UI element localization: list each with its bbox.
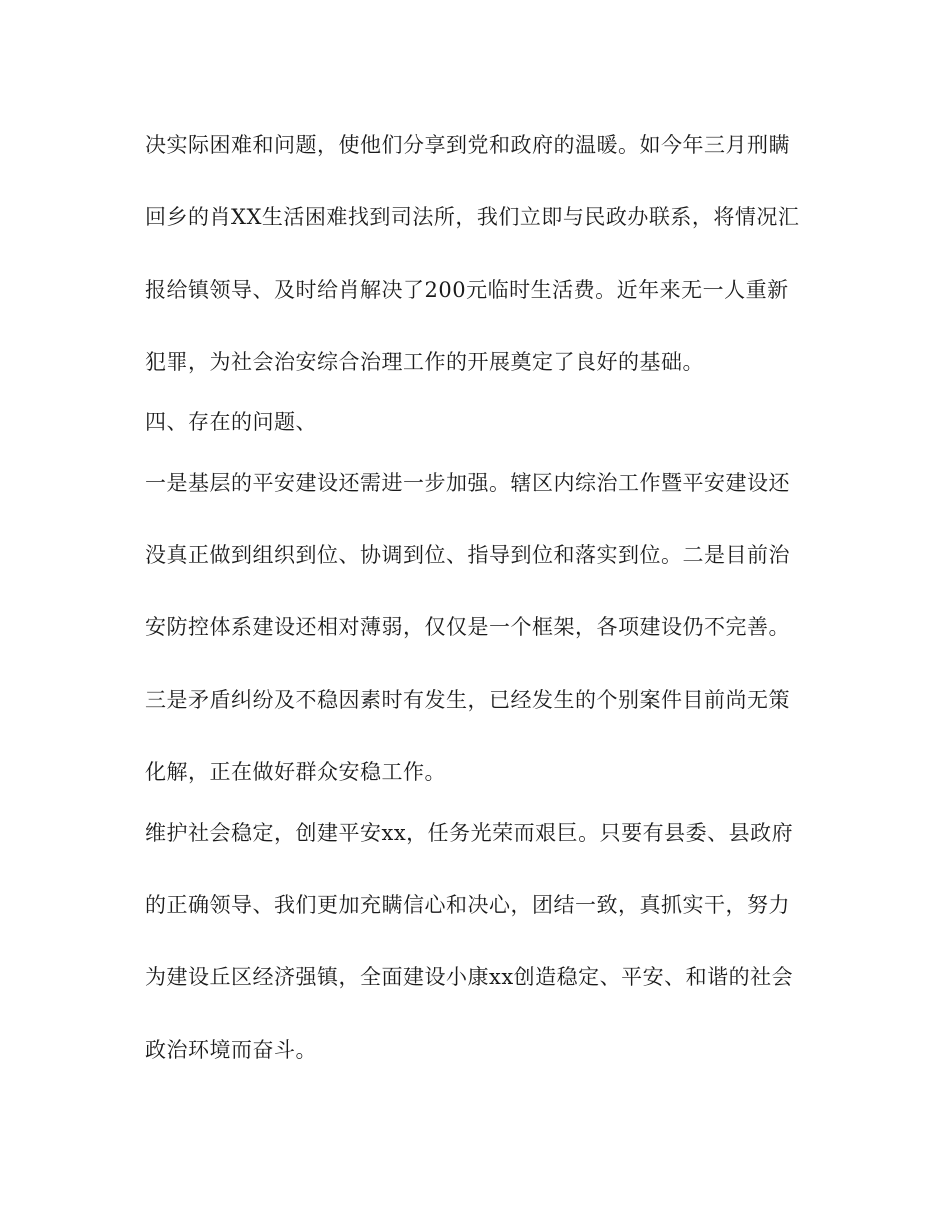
text-line: 政治环境而奋斗。	[145, 1038, 317, 1062]
text-line: 犯罪，为社会治安综合治理工作的开展奠定了良好的基础。	[145, 350, 704, 374]
text-line: 报给镇领导、及时给肖解决了200元临时生活费。近年来无一人重新	[145, 278, 789, 302]
text-line: 回乡的肖XX生活困难找到司法所，我们立即与民政办联系，将情况汇	[145, 205, 800, 229]
text-line: 化解，正在做好群众安稳工作。	[145, 760, 446, 784]
section-heading: 四、存在的问题、	[145, 410, 317, 434]
text-line: 一是基层的平安建设还需进一步加强。辖区内综治工作暨平安建设还	[145, 471, 790, 495]
text-line: 的正确领导、我们更加充瞒信心和决心，团结一致，真抓实干，努力	[145, 893, 790, 917]
text-line: 维护社会稳定，创建平安xx，任务光荣而艰巨。只要有县委、县政府	[145, 821, 794, 845]
text-line: 没真正做到组织到位、协调到位、指导到位和落实到位。二是目前治	[145, 543, 790, 567]
text-line: 决实际困难和问题，使他们分享到党和政府的温暖。如今年三月刑瞒	[145, 133, 790, 157]
text-line: 为建设丘区经济强镇，全面建设小康xx创造稳定、平安、和谐的社会	[145, 965, 794, 989]
text-line: 安防控体系建设还相对薄弱，仅仅是一个框架，各项建设仍不完善。	[145, 615, 790, 639]
text-line: 三是矛盾纠纷及不稳因素时有发生，已经发生的个别案件目前尚无策	[145, 688, 790, 712]
